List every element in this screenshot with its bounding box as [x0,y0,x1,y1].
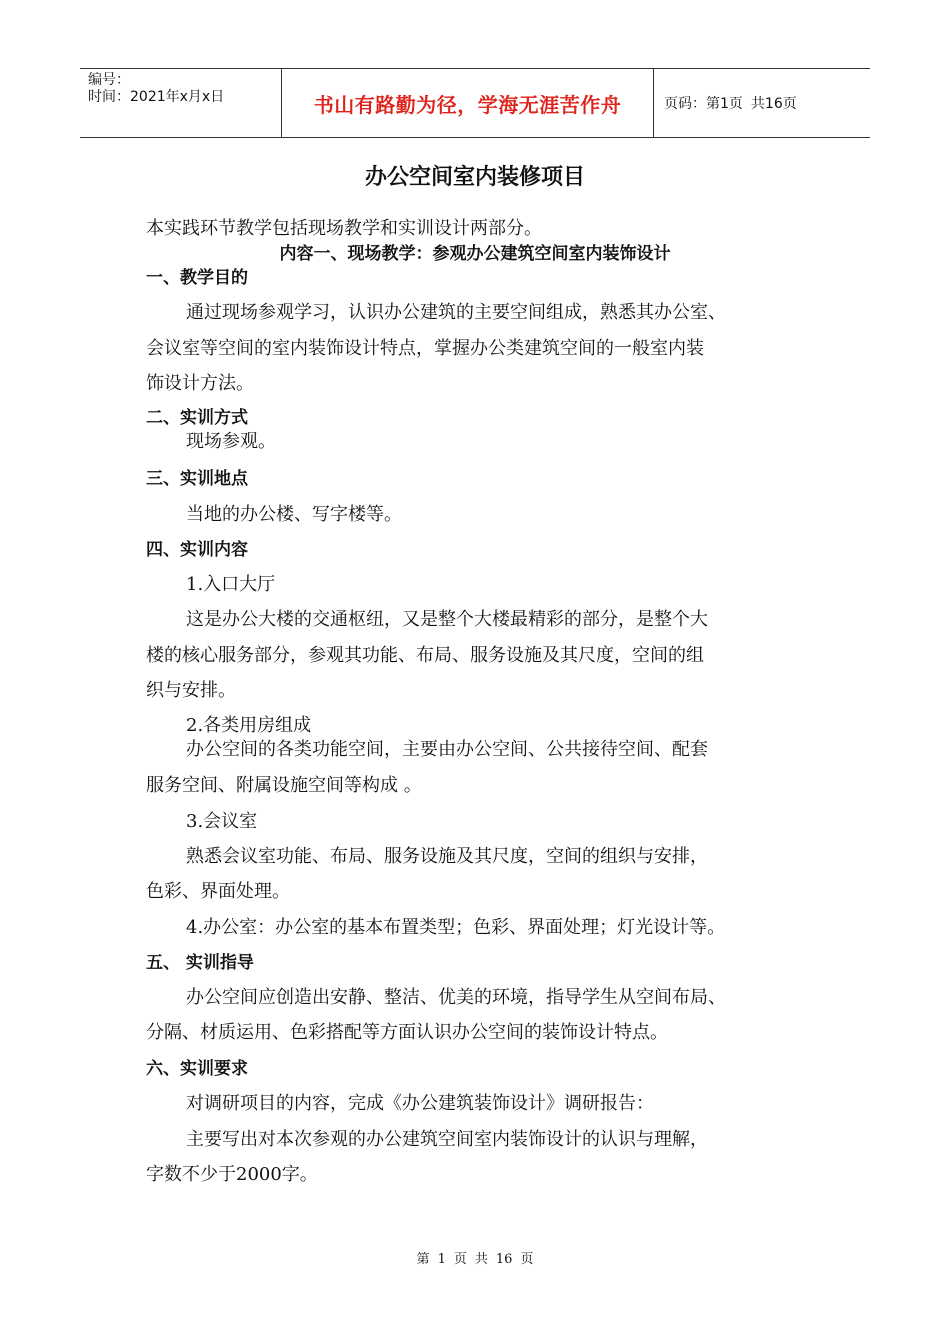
paragraph-line: 办公空间应创造出安静、整洁、优美的环境，指导学生从空间布局、 [186,987,726,1008]
section-heading: 五、 实训指导 [146,953,254,973]
paragraph-line: 会议室等空间的室内装饰设计特点，掌握办公类建筑空间的一般室内装 [146,338,704,359]
paragraph-line: 办公空间的各类功能空间，主要由办公空间、公共接待空间、配套 [186,739,708,760]
section-heading: 一、教学目的 [146,268,248,288]
footer-word: 页 [520,1252,534,1267]
list-item-title: 2.各类用房组成 [186,715,312,736]
document-number-label: 编号： [88,72,130,88]
section-heading: 六、实训要求 [146,1059,248,1079]
page-number-label: 页码：第1页 [664,96,743,112]
intro-paragraph: 本实践环节教学包括现场教学和实训设计两部分。 [146,218,542,239]
paragraph-line: 对调研项目的内容，完成《办公建筑装饰设计》调研报告： [186,1093,654,1114]
section-heading: 三、实训地点 [146,469,248,489]
paragraph-line: 服务空间、附属设施空间等构成 。 [146,775,422,796]
paragraph-line: 熟悉会议室功能、布局、服务设施及其尺度，空间的组织与安排， [186,846,708,867]
paragraph-line: 现场参观。 [186,431,276,452]
footer-total-pages: 16 [495,1252,513,1267]
document-time-label: 时间：2021年x月x日 [88,89,225,105]
header-page-cell [654,69,870,137]
paragraph-line: 当地的办公楼、写字楼等。 [186,504,402,525]
paragraph-line: 织与安排。 [146,680,236,701]
paragraph-line: 主要写出对本次参观的办公建筑空间室内装饰设计的认识与理解， [186,1129,708,1150]
footer-word: 共 [474,1252,488,1267]
motto-text: 书山有路勤为径，学海无涯苦作舟 [313,92,622,117]
paragraph-line: 分隔、材质运用、色彩搭配等方面认识办公空间的装饰设计特点。 [146,1022,668,1043]
section-heading: 二、实训方式 [146,408,248,428]
list-item-title: 1.入口大厅 [186,574,276,595]
paragraph-line: 楼的核心服务部分，参观其功能、布局、服务设施及其尺度，空间的组 [146,645,704,666]
part1-heading: 内容一、现场教学：参观办公建筑空间室内装饰设计 [279,244,671,264]
paragraph-line: 这是办公大楼的交通枢纽，又是整个大楼最精彩的部分，是整个大 [186,609,708,630]
header-left-cell [80,69,282,137]
footer-word: 页 [453,1252,467,1267]
header-table [80,68,870,138]
paragraph-line: 色彩、界面处理。 [146,881,290,902]
page-title: 办公空间室内装修项目 [364,165,585,190]
section-heading: 四、实训内容 [146,540,248,560]
paragraph-line: 字数不少于2000字。 [146,1164,318,1185]
footer-word: 第 [416,1252,430,1267]
list-item-line: 4.办公室：办公室的基本布置类型；色彩、界面处理；灯光设计等。 [186,917,726,938]
header-motto-cell [282,69,654,137]
page-footer [0,1248,950,1267]
footer-page-number: 1 [437,1252,446,1267]
paragraph-line: 通过现场参观学习，认识办公建筑的主要空间组成，熟悉其办公室、 [186,302,726,323]
list-item-title: 3.会议室 [186,811,258,832]
paragraph-line: 饰设计方法。 [146,373,254,394]
page-total-label: 共16页 [750,96,797,112]
